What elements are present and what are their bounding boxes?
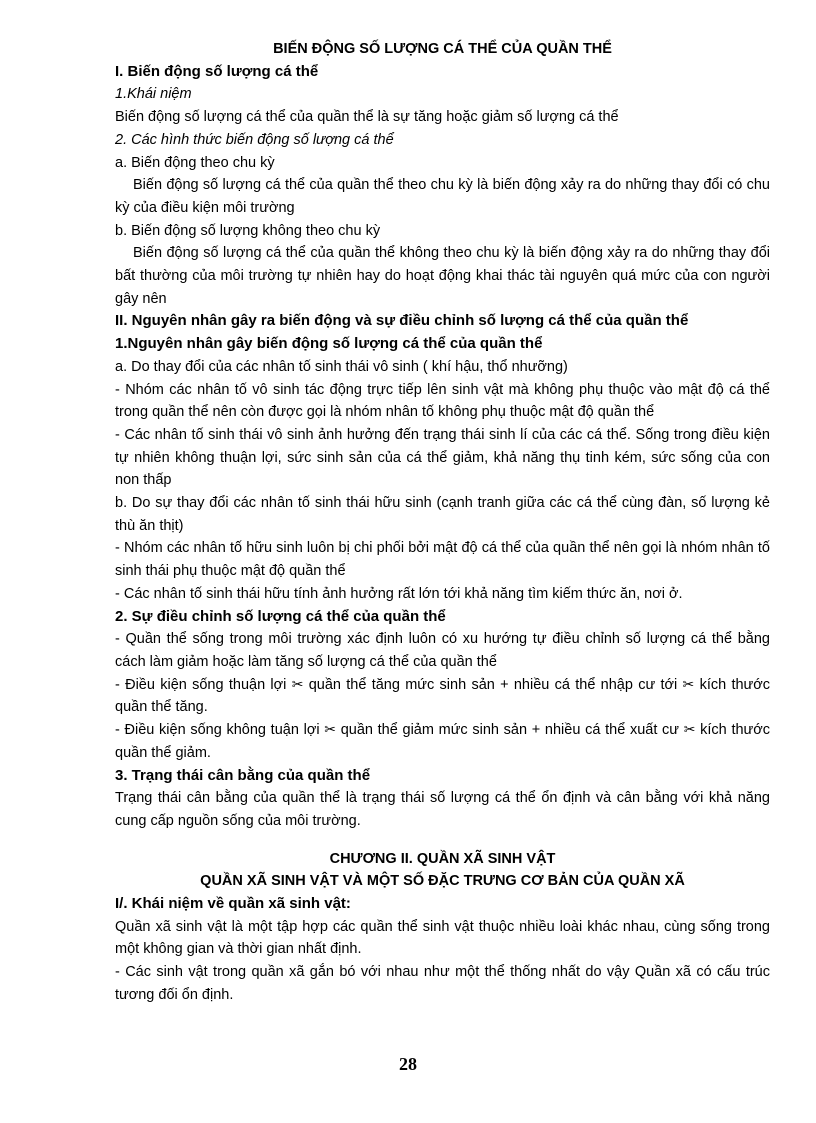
subsection-forms: 2. Các hình thức biến động số lượng cá thể (115, 131, 394, 148)
paragraph: Biến động số lượng cá thể của quần thể là sự tăng hoặc giảm số lượng cá thể (115, 109, 619, 126)
scissors-icon: ✂ (324, 722, 336, 739)
bullet-paragraph: - Nhóm các nhân tố vô sinh tác động trực tiếp lên sinh vật mà không phụ thuộc vào mật độ cá thể trong quần thể nên còn được gọi là nhóm nhân tố không phụ thuộc mật độ quần thể (115, 381, 770, 421)
spacer (115, 833, 770, 848)
bullet-paragraph (115, 674, 770, 719)
subsection-regulation: 2. Sự điều chỉnh số lượng cá thể của quần thể (115, 607, 446, 625)
item-a-label: a. Biến động theo chu kỳ (115, 154, 275, 171)
bullet-paragraph (115, 719, 770, 764)
subsection-equilibrium: 3. Trạng thái cân bằng của quần thể (115, 766, 371, 784)
bullet-paragraph: - Các sinh vật trong quần xã gắn bó với nhau như một thể thống nhất do vậy Quần xã có cấu trúc tương đối ổn định. (115, 964, 770, 1003)
text-span: quần thể tăng mức sinh sản + nhiều cá thể nhập cư tới (308, 676, 678, 693)
page-title: BIẾN ĐỘNG SỐ LƯỢNG CÁ THỂ CỦA QUẦN THỂ (273, 41, 612, 57)
paragraph: Biến động số lượng cá thể của quần thể không theo chu kỳ là biến động xảy ra do những thay đổi bất thường của môi trường tự nhiên hay do hoạt động khai thác tài nguyên quá mức của con người gây nên (115, 245, 770, 307)
chapter-subtitle: QUẦN XÃ SINH VẬT VÀ MỘT SỐ ĐẶC TRƯNG CƠ BẢN CỦA QUẦN XÃ (200, 873, 685, 890)
paragraph: Trạng thái cân bằng của quần thể là trạng thái số lượng cá thể ổn định và cân bằng với khả năng cung cấp nguồn sống của môi trường. (115, 790, 770, 829)
item-b-label: b. Do sự thay đổi các nhân tố sinh thái hữu sinh (cạnh tranh giữa các cá thể cùng đàn, số lượng kẻ thù ăn thịt) (115, 495, 770, 534)
scissors-icon: ✂ (682, 676, 695, 693)
subsection-concept: 1.Khái niệm (115, 86, 192, 103)
page-number: 28 (399, 1054, 417, 1074)
text-span: kích thước quần thể tăng. (115, 676, 771, 716)
paragraph: Biến động số lượng cá thể của quần thể theo chu kỳ là biến động xảy ra do những thay đổi có chu kỳ của điều kiện môi trường (115, 177, 770, 216)
paragraph: Quần xã sinh vật là một tập hợp các quần thể sinh vật thuộc nhiều loài khác nhau, cùng sống trong một không gian và thời gian nhất định. (115, 918, 770, 958)
bullet-paragraph: - Các nhân tố sinh thái hữu tính ảnh hưởng rất lớn tới khả năng tìm kiếm thức ăn, nơi ở. (115, 585, 683, 602)
subsection-causes: 1.Nguyên nhân gây biến động số lượng cá thể của quần thể (115, 335, 543, 353)
section-2-heading: II. Nguyên nhân gây ra biến động và sự điều chỉnh số lượng cá thể của quần thể (115, 312, 689, 330)
scissors-icon: ✂ (683, 722, 696, 739)
document-page (115, 38, 770, 1007)
scissors-icon: ✂ (291, 676, 304, 693)
section-1-heading: I. Biến động số lượng cá thể (115, 62, 319, 80)
text-span: kích thước quần thể giảm. (115, 722, 771, 761)
text-span: - Điều kiện sống không tuận lợi (115, 722, 320, 739)
bullet-paragraph: - Nhóm các nhân tố hữu sinh luôn bị chi phối bởi mật độ cá thể của quần thể nên gọi là nhóm nhân tố sinh thái phụ thuộc mật độ quần thể (115, 540, 770, 580)
chapter-section-heading: I/. Khái niệm về quần xã sinh vật: (115, 895, 351, 913)
item-a-label: a. Do thay đổi của các nhân tố sinh thái vô sinh ( khí hậu, thổ nhưỡng) (115, 358, 568, 375)
bullet-paragraph: - Quần thể sống trong môi trường xác định luôn có xu hướng tự điều chỉnh số lượng cá thể bằng cách làm giảm hoặc làm tăng số lượng cá thể của quần thể (115, 631, 770, 670)
text-span: - Điều kiện sống thuận lợi (115, 676, 287, 693)
item-b-label: b. Biến động số lượng không theo chu kỳ (115, 222, 381, 239)
text-span: quần thể giảm mức sinh sản + nhiều cá thể xuất cư (340, 722, 680, 739)
chapter-title: CHƯƠNG II. QUẦN XÃ SINH VẬT (329, 850, 556, 867)
bullet-paragraph: - Các nhân tố sinh thái vô sinh ảnh hưởng đến trạng thái sinh lí của các cá thể. Sống trong điều kiện tự nhiên không thuận lợi, sức sinh sản của cá thể giảm, khả năng thụ tinh kém, sức sống của con non thấp (115, 426, 770, 489)
